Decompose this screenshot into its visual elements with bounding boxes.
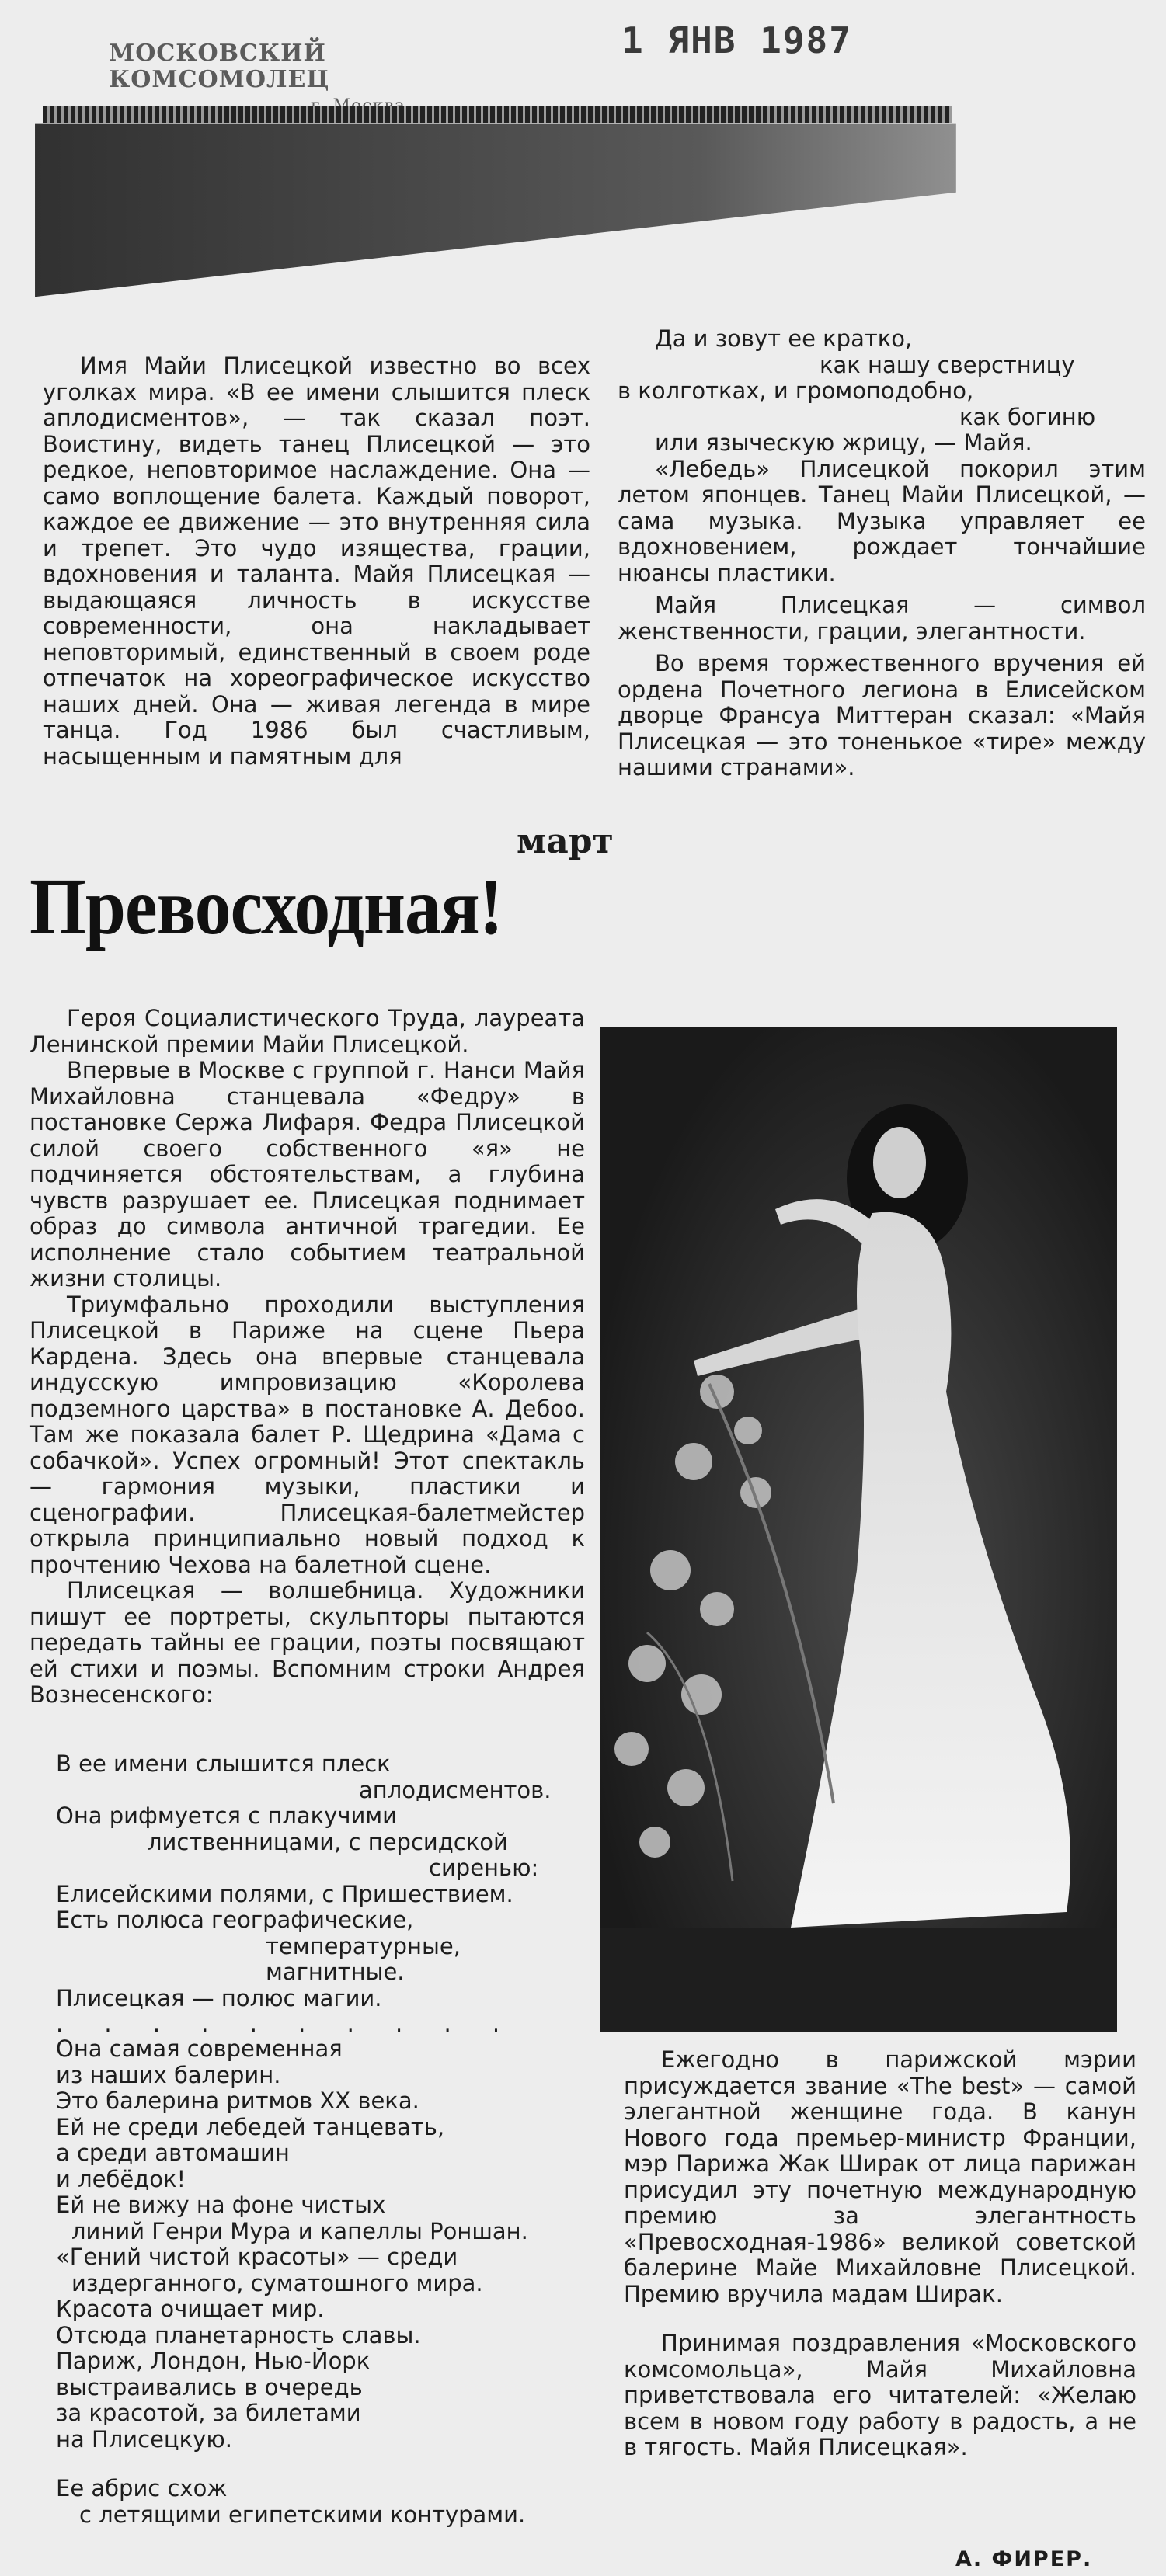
poem-line: сиренью:	[429, 1855, 539, 1881]
author-signature: А. ФИРЕР.	[955, 2547, 1093, 2571]
poem-line: Ее абрис схож	[56, 2475, 228, 2501]
intro-verse	[618, 326, 1146, 457]
intro-right-paragraph: Во время торжественного вручения ей ордена Почетного легиона в Елисейском дворце Франсуа Миттеран сказал: «Майя Плисецкая — это тоненькое «тире» между нашими странами».	[618, 650, 1146, 780]
poem-line: «Гений чистой красоты» — среди	[56, 2244, 458, 2270]
ballerina-photo	[600, 1027, 1117, 2032]
verse-line: как богиню	[959, 403, 1096, 430]
intro-right-column	[618, 326, 1146, 781]
newspaper-stamp	[109, 40, 466, 95]
poem-line: Елисейскими полями, с Пришествием.	[56, 1880, 513, 1907]
poem-line: за красотой, за билетами	[56, 2400, 361, 2426]
rubric-label: март	[517, 822, 614, 861]
intro-paragraph: Имя Майи Плисецкой известно во всех уголках мира. «В ее имени слышится плеск аплодисментов», — так сказал поэт. Воистину, видеть танец Плисецкой — это редкое, неповторимое наслаждение. Она — само воплощение балета. Каждый поворот, каждое ее движение — это внутренняя сила и трепет. Это чудо изящества, грации, вдохновения и таланта. Майя Плисецкая — выдающаяся личность в искусстве современности, она накладывает неповторимый, единственный в своем роде отпечаток на хореографическое искусство наших дней. Она — живая легенда в мире танца. Год 1986 был счастливым, насыщенным и памятным для	[43, 353, 590, 770]
article-paragraph: Ежегодно в парижской мэрии присуждается звание «The best» — самой элегантной женщине года. В канун Нового года премьер-министр Франции, мэр Парижа Жак Ширак от лица парижан присудил эту почетную международную премию за элегантность «Превосходная-1986» великой советской балерине Майе Михайловне Плисецкой. Премию вручила мадам Ширак.	[624, 2046, 1136, 2307]
poem-line: лиственницами, с персидской	[148, 1828, 508, 1855]
poem-line: а среди автомашин	[56, 2140, 290, 2166]
poem-line: температурные, магнитные.	[266, 1932, 461, 1985]
poem	[56, 1751, 584, 2528]
poem-line: Ей не вижу на фоне чистых	[56, 2192, 386, 2218]
poem-line: и лебёдок!	[56, 2165, 186, 2192]
poem-line: Париж, Лондон, Нью-Йорк	[56, 2348, 371, 2374]
poem-line: линий Генри Мура и капеллы Роншан.	[71, 2217, 528, 2244]
poem-ellipsis: . . . . . . . . . .	[56, 2011, 517, 2037]
poem-line: издерганного, суматошного мира.	[71, 2269, 483, 2296]
intro-right-paragraph: «Лебедь» Плисецкой покорил этим летом японцев. Танец Майи Плисецкой, — сама музыка. Музыка управляет ее вдохновением, рождает тончайшие нюансы пластики.	[618, 455, 1146, 586]
intro-left-column	[43, 353, 590, 770]
intro-right-paragraph: Майя Плисецкая — символ женственности, грации, элегантности.	[618, 592, 1146, 645]
poem-line: на Плисецкую.	[56, 2425, 232, 2453]
header-rule	[43, 106, 952, 123]
poem-line: Плисецкая — полюс магии.	[56, 1984, 382, 2011]
headline: Превосходная!	[30, 862, 503, 951]
article-paragraph: Плисецкая — волшебница. Художники пишут ее портреты, скульпторы пытаются передать тайны ее грации, поэты посвящают ей стихи и поэмы. Вспомним строки Андрея Вознесенского:	[30, 1577, 585, 1708]
poem-line: Отсюда планетарность славы.	[56, 2321, 421, 2348]
poem-line: Есть полюса географические,	[56, 1907, 414, 1933]
poem-line: Ей не среди лебедей танцевать,	[56, 2113, 445, 2140]
date-stamp: 1 ЯНВ 1987	[621, 19, 852, 61]
newspaper-name: МОСКОВСКИЙ КОМСОМОЛЕЦ	[109, 40, 330, 93]
poem-line: выстраивались в очередь	[56, 2373, 363, 2400]
poem-line: Она самая современная	[56, 2035, 343, 2062]
poem-line: аплодисментов.	[359, 1776, 552, 1803]
article-right-column	[624, 2047, 1136, 2461]
poem-line: Красота очищает мир.	[56, 2296, 325, 2322]
poem-line: с летящими египетскими контурами.	[79, 2501, 526, 2528]
verse-line: Да и зовут ее кратко,	[655, 325, 913, 352]
article-paragraph: Героя Социалистического Труда, лауреата Ленинской премии Майи Плисецкой.	[30, 1005, 585, 1058]
article-left-column	[30, 1006, 585, 1709]
article-paragraph: Впервые в Москве с группой г. Нанси Майя Михайловна станцевала «Федру» в постановке Сержа Лифаря. Федра Плисецкой силой своего собственного «я» не подчиняется обстоятельствам, а глубина чувств разрушает ее. Плисецкая поднимает образ до символа античной трагедии. Ее исполнение стало событием театральной жизни столицы.	[30, 1057, 585, 1291]
poem-line: Она рифмуется с плакучими	[56, 1803, 398, 1829]
poem-line: Это балерина ритмов XX века.	[56, 2088, 419, 2114]
article-paragraph: Принимая поздравления «Московского комсомольца», Майя Михайловна приветствовала его читателей: «Желаю всем в новом году работу в радость, а не в тягость. Майя Плисецкая».	[624, 2330, 1136, 2460]
poem-line: В ее имени слышится плеск	[56, 1750, 391, 1777]
article-paragraph: Триумфально проходили выступления Плисецкой в Париже на сцене Пьера Кардена. Здесь она впервые станцевала индусскую импровизацию «Королева подземного царства» в постановке А. Дебоо. Там же показала балет Р. Щедрина «Дама с собачкой». Успех огромный! Этот спектакль — гармония музыки, пластики и сценографии. Плисецкая-балетмейстер открыла принципиально новый подход к прочтению Чехова на балетной сцене.	[30, 1291, 585, 1578]
verse-line: как нашу сверстницу	[820, 351, 1075, 378]
verse-line: или языческую жрицу, — Майя.	[655, 429, 1032, 456]
verse-line: в колготках, и громоподобно,	[618, 377, 974, 404]
poem-line: из наших балерин.	[56, 2061, 281, 2088]
